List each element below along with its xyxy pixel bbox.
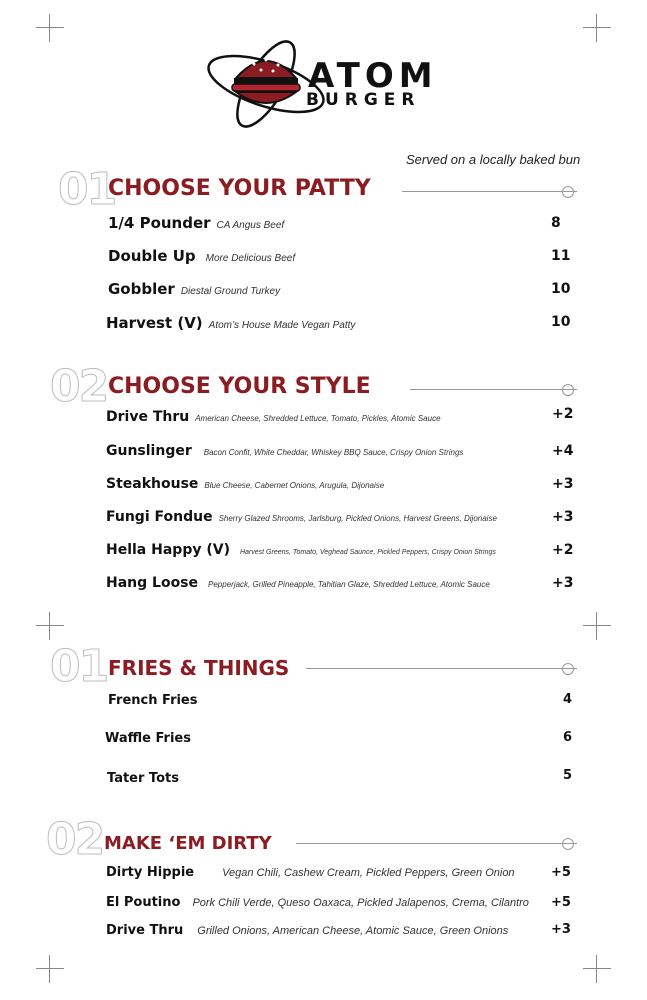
rule-end-icon [562, 384, 574, 396]
menu-item [107, 770, 179, 786]
item-desc: Harvest Greens, Tomato, Veghead Saunce, Pickled Peppers, Crispy Onion Strings [239, 549, 496, 556]
section-number: 01 [58, 164, 116, 215]
item-name: El Poutino [106, 895, 181, 910]
crop-mark [36, 612, 64, 640]
item-desc: Pork Chili Verde, Queso Oaxaca, Pickled Jalapenos, Crema, Cilantro [192, 897, 529, 909]
menu-item [106, 864, 515, 880]
item-desc: Vegan Chili, Cashew Cream, Pickled Peppers, Green Onion [222, 867, 515, 879]
menu-item [108, 692, 198, 708]
item-desc: CA Angus Beef [216, 220, 285, 231]
menu-item [105, 730, 191, 746]
section-rule [296, 843, 562, 844]
menu-item [108, 280, 280, 298]
section-title: MAKE ‘EM DIRTY [104, 833, 272, 854]
item-name: Drive Thru [106, 409, 190, 425]
menu-item [106, 442, 463, 459]
tagline: Served on a locally baked bun [406, 152, 581, 167]
item-price: 4 [563, 692, 573, 707]
crop-mark [36, 14, 64, 42]
item-name: 1/4 Pounder [108, 214, 211, 232]
rule-end-icon [562, 663, 574, 675]
item-name: Fungi Fondue [106, 509, 213, 525]
item-desc: Blue Cheese, Cabernet Onions, Arugula, Dijonaise [204, 481, 385, 490]
item-name: Gunslinger [106, 443, 192, 459]
item-name: Harvest (V) [106, 314, 203, 332]
menu-item [106, 894, 529, 910]
item-price: 10 [551, 314, 571, 330]
item-name: Steakhouse [106, 476, 199, 492]
item-price: +5 [551, 895, 571, 910]
section-number: 01 [50, 641, 108, 692]
item-price: +2 [552, 406, 574, 422]
section-rule [306, 668, 562, 669]
item-desc: More Delicious Beef [205, 253, 296, 264]
item-name: Drive Thru [106, 923, 184, 938]
item-name: Hang Loose [106, 575, 199, 591]
crop-mark [583, 14, 611, 42]
item-price: +2 [552, 542, 574, 558]
section-title: CHOOSE YOUR STYLE [108, 374, 371, 399]
item-price: 6 [563, 730, 573, 745]
item-name: Double Up [108, 247, 196, 265]
section-number: 02 [46, 814, 104, 865]
item-desc: Bacon Confit, White Cheddar, Whiskey BBQ Sauce, Crispy Onion Strings [203, 448, 464, 457]
crop-mark [583, 955, 611, 983]
item-desc: Pepperjack, Grilled Pineapple, Tahitian Glaze, Shredded Lettuce, Atomic Sauce [208, 580, 490, 589]
section-number: 02 [50, 361, 108, 412]
brand-word-atom: ATOM [308, 56, 438, 96]
item-desc: Atom’s House Made Vegan Patty [208, 320, 356, 331]
item-price: +3 [551, 922, 571, 937]
item-desc: Sherry Glazed Shrooms, Jarlsburg, Pickled Onions, Harvest Greens, Dijonaise [218, 514, 497, 523]
menu-item [108, 247, 295, 265]
menu-item [108, 214, 284, 232]
menu-item [106, 508, 497, 525]
menu-item [106, 574, 490, 591]
item-price: +4 [552, 443, 574, 459]
menu-item [106, 475, 384, 492]
crop-mark [36, 955, 64, 983]
item-price: 11 [551, 248, 571, 264]
menu-item [106, 922, 508, 938]
rule-end-icon [562, 186, 574, 198]
item-name: French Fries [108, 693, 198, 708]
section-rule [402, 191, 562, 192]
item-price: +3 [552, 476, 574, 492]
item-name: Tater Tots [107, 771, 179, 786]
rule-end-icon [562, 838, 574, 850]
item-price: 10 [551, 281, 571, 297]
item-desc: Diestal Ground Turkey [180, 286, 281, 297]
section-rule [410, 389, 562, 390]
item-price: 5 [563, 768, 573, 783]
item-price: +3 [552, 509, 574, 525]
item-desc: American Cheese, Shredded Lettuce, Tomato, Pickles, Atomic Sauce [195, 414, 441, 423]
item-name: Waffle Fries [105, 731, 191, 746]
menu-item [106, 541, 496, 558]
item-price: 8 [551, 215, 561, 231]
item-name: Gobbler [108, 280, 175, 298]
item-name: Hella Happy (V) [106, 542, 230, 558]
section-title: CHOOSE YOUR PATTY [108, 176, 371, 201]
item-price: +3 [552, 575, 574, 591]
item-price: +5 [551, 865, 571, 880]
crop-mark [583, 612, 611, 640]
section-title: FRIES & THINGS [108, 656, 290, 680]
menu-item [106, 314, 355, 332]
menu-item [106, 408, 441, 425]
brand-word-burger: BURGER [306, 90, 421, 110]
item-desc: Grilled Onions, American Cheese, Atomic Sauce, Green Onions [197, 925, 509, 937]
item-name: Dirty Hippie [106, 865, 195, 880]
